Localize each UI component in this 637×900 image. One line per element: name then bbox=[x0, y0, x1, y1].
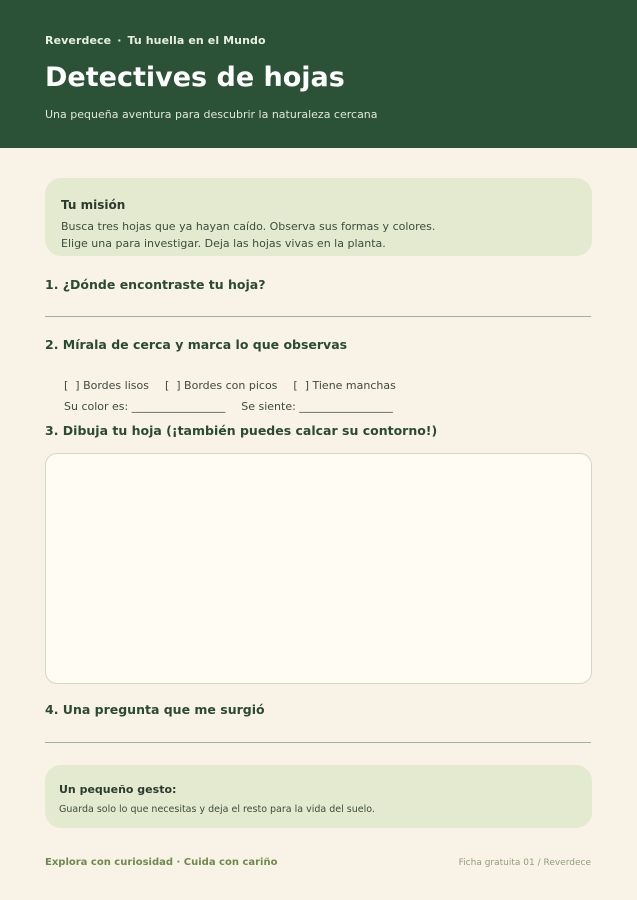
observation-fields bbox=[57, 387, 393, 413]
mission-title: Tu misión bbox=[61, 198, 126, 212]
page-header bbox=[0, 0, 637, 148]
page-title: Detectives de hojas bbox=[45, 62, 345, 93]
gesture-text: Guarda solo lo que necesitas y deja el resto para la vida del suelo. bbox=[59, 804, 375, 815]
feel-field[interactable]: Se siente: _________________ bbox=[241, 400, 393, 413]
footer-sheet-id: Ficha gratuita 01 / Reverdece bbox=[458, 858, 591, 868]
brand-separator: · bbox=[117, 34, 122, 47]
footer-motto: Explora con curiosidad · Cuida con cariño bbox=[45, 857, 278, 868]
question-2-label: 2. Mírala de cerca y marca lo que observas bbox=[45, 337, 348, 352]
question-4-label: 4. Una pregunta que me surgió bbox=[45, 702, 265, 717]
page-subtitle: Una pequeña aventura para descubrir la naturaleza cercana bbox=[45, 108, 378, 121]
mission-line-1: Busca tres hojas que ya hayan caído. Observa sus formas y colores. bbox=[61, 220, 436, 233]
question-1-answer-line[interactable] bbox=[45, 316, 591, 317]
question-1-label: 1. ¿Dónde encontraste tu hoja? bbox=[45, 277, 266, 292]
option-bordes-lisos[interactable]: [ ] Bordes lisos bbox=[64, 379, 149, 392]
question-3-label: 3. Dibuja tu hoja (¡también puedes calcar su contorno!) bbox=[45, 423, 438, 438]
mission-line-2: Elige una para investigar. Deja las hojas vivas en la planta. bbox=[61, 237, 386, 250]
question-4-answer-line[interactable] bbox=[45, 742, 591, 743]
brand-name: Reverdece bbox=[45, 34, 112, 47]
gesture-card bbox=[45, 765, 592, 828]
gesture-title: Un pequeño gesto: bbox=[59, 783, 177, 796]
brand-tagline: Tu huella en el Mundo bbox=[127, 34, 266, 47]
mission-card bbox=[45, 178, 592, 256]
drawing-box[interactable] bbox=[45, 453, 592, 684]
option-bordes-con-picos[interactable]: [ ] Bordes con picos bbox=[164, 379, 278, 392]
color-field[interactable]: Su color es: _________________ bbox=[64, 400, 226, 413]
brand-line bbox=[45, 34, 266, 47]
option-tiene-manchas[interactable]: [ ] Tiene manchas bbox=[293, 379, 396, 392]
